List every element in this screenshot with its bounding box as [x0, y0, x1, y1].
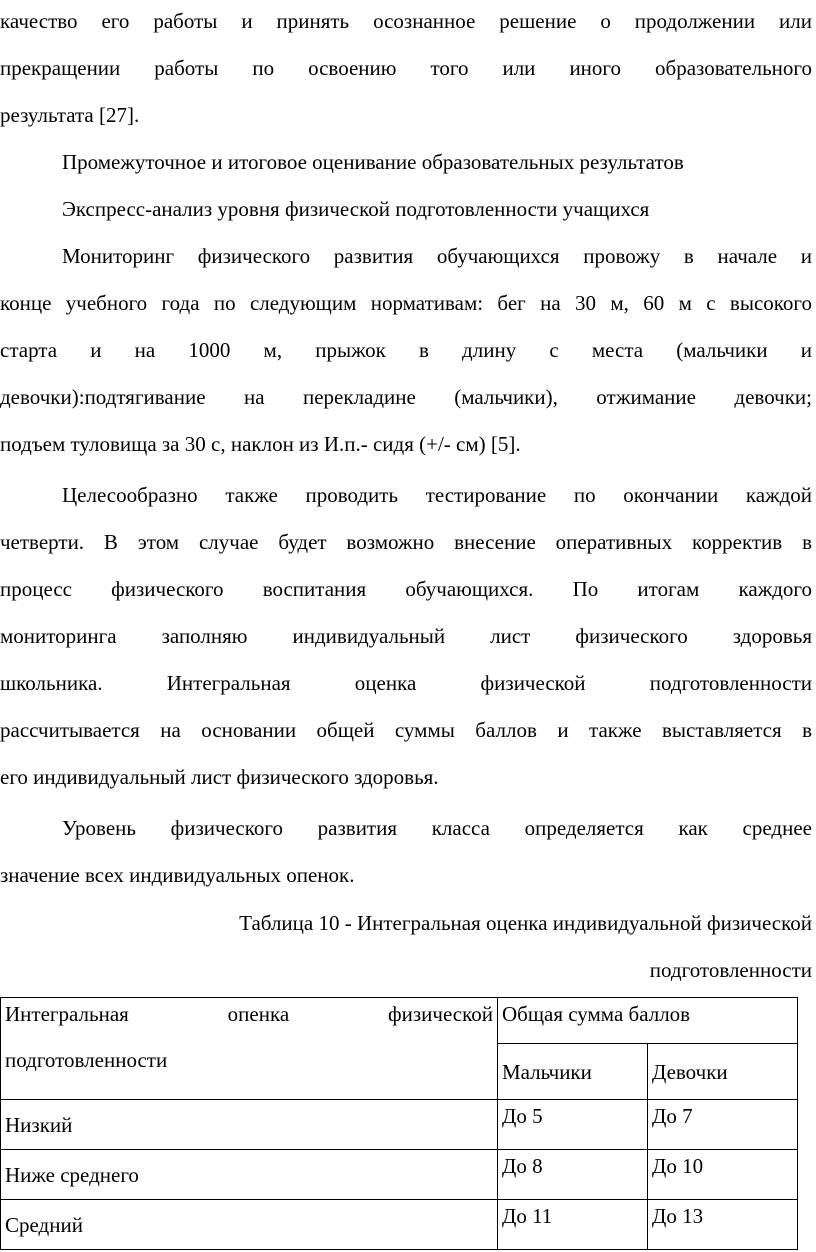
- paragraph-line: значение всех индивидуальных опенок.: [0, 863, 355, 887]
- paragraph-line: старта и на 1000 м, прыжок в длину с места (мальчики и: [0, 338, 812, 362]
- cell-text: Ниже среднего: [5, 1162, 139, 1187]
- table-header-total: Общая сумма баллов: [498, 998, 798, 1044]
- table-cell-level: [1, 1100, 498, 1150]
- paragraph-line: школьника. Интегральная оценка физической подготовленности: [0, 671, 812, 695]
- table-cell-girls: До 13: [648, 1200, 798, 1250]
- paragraph-line: конце учебного года по следующим нормативам: бег на 30 м, 60 м с высокого: [0, 291, 812, 315]
- paragraph-line: Уровень физического развития класса определяется как среднее: [62, 816, 812, 840]
- integral-assessment-table: [0, 997, 798, 1250]
- table-cell-level: [1, 1200, 498, 1250]
- cell-text: Низкий: [5, 1112, 73, 1137]
- paragraph-line: прекращении работы по освоению того или иного образовательного: [0, 56, 812, 80]
- table-row: [1, 1200, 798, 1250]
- paragraph-line: мониторинга заполняю индивидуальный лист физического здоровья: [0, 624, 812, 648]
- table-cell-boys: До 11: [498, 1200, 648, 1250]
- paragraph-line: Целесообразно также проводить тестирование по окончании каждой: [62, 483, 812, 507]
- table-cell-boys: До 5: [498, 1100, 648, 1150]
- paragraph-line: процесс физического воспитания обучающихся. По итогам каждого: [0, 577, 812, 601]
- paragraph-line: результата [27].: [0, 103, 140, 127]
- header-level-line2: подготовленности: [5, 1048, 168, 1072]
- table-cell-girls: До 7: [648, 1100, 798, 1150]
- paragraph-line: рассчитывается на основании общей суммы баллов и также выставляется в: [0, 718, 812, 742]
- paragraph-line: подъем туловища за 30 с, наклон из И.п.- сидя (+/- см) [5].: [0, 432, 521, 456]
- paragraph-line: качество его работы и принять осознанное решение о продолжении или: [0, 9, 812, 33]
- header-level-line1: Интегральная опенка физической: [5, 1002, 493, 1026]
- paragraph-line: Мониторинг физического развития обучающихся провожу в начале и: [62, 244, 812, 268]
- paragraph-line: четверти. В этом случае будет возможно внесение оперативных корректив в: [0, 530, 812, 554]
- table-header-boys: Мальчики: [498, 1044, 648, 1100]
- section-heading: Промежуточное и итоговое оценивание образовательных результатов: [62, 150, 684, 174]
- cell-text: Средний: [5, 1212, 83, 1237]
- table-caption: подготовленности: [649, 958, 812, 982]
- table-header-level: [1, 998, 498, 1100]
- table-header-girls: Девочки: [648, 1044, 798, 1100]
- table-row: [1, 1100, 798, 1150]
- section-heading: Экспресс-анализ уровня физической подготовленности учащихся: [62, 197, 650, 221]
- table-cell-level: [1, 1150, 498, 1200]
- table-row: [1, 1150, 798, 1200]
- table-caption: Таблица 10 - Интегральная оценка индивидуальной физической: [239, 911, 812, 935]
- table-cell-girls: До 10: [648, 1150, 798, 1200]
- table-cell-boys: До 8: [498, 1150, 648, 1200]
- paragraph-line: его индивидуальный лист физического здоровья.: [0, 765, 439, 789]
- paragraph-line: девочки):подтягивание на перекладине (мальчики), отжимание девочки;: [0, 385, 812, 409]
